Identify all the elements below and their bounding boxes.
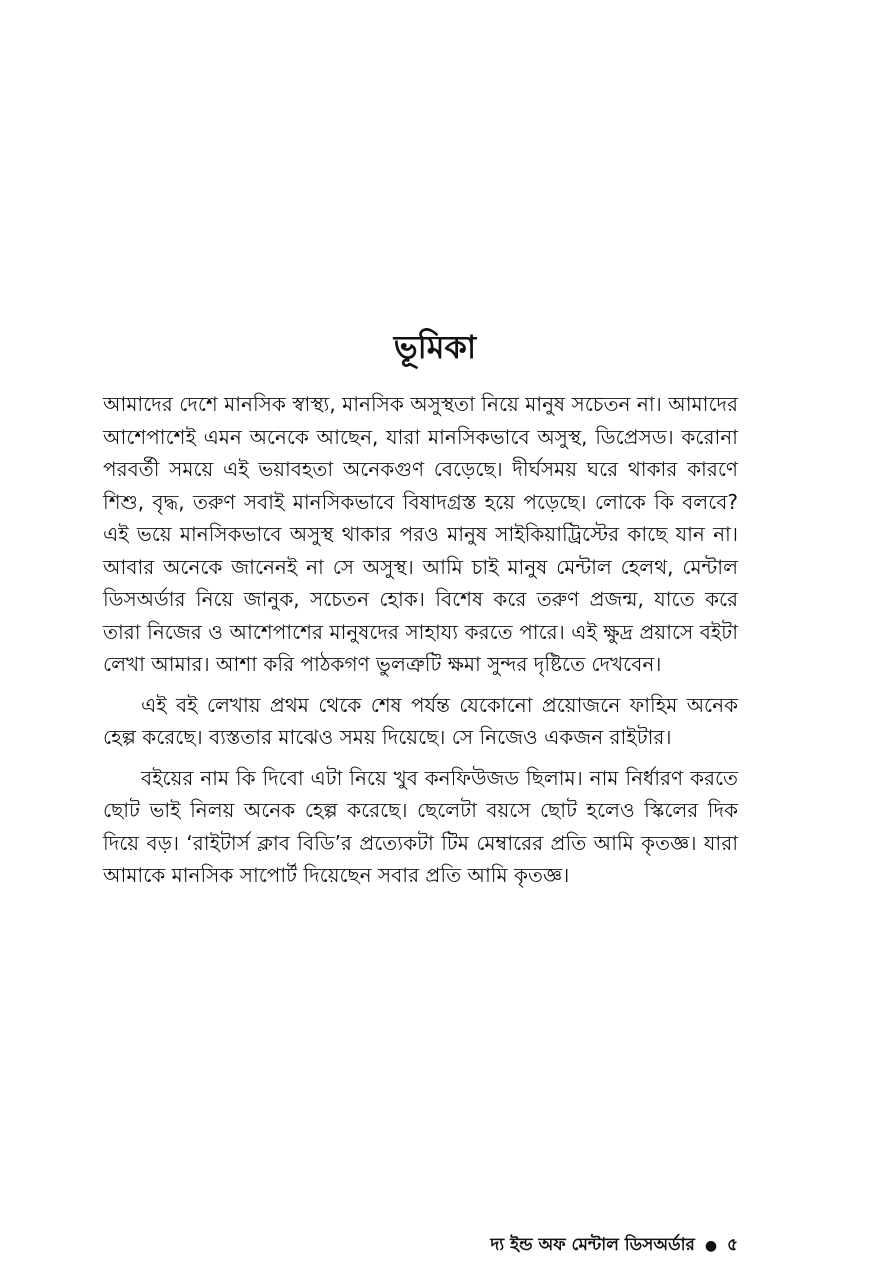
paragraph-1: আমাদের দেশে মানসিক স্বাস্থ্য, মানসিক অসুস্থতা নিয়ে মানুষ সচেতন না। আমাদের আশেপাশেই এমন অনেকে আছেন, যারা মানসিকভাবে অসুস্থ, ডিপ্রেসড। করোনা পরবর্তী সময়ে এই ভয়াবহতা অনেকগুণ বেড়েছে। দীর্ঘসময় ঘরে থাকার কারণে শিশু, বৃদ্ধ, তরুণ সবাই মানসিকভাবে বিষাদগ্রস্ত হয়ে পড়েছে। লোকে কি বলবে? এই ভয়ে মানসিকভাবে অসুস্থ থাকার পরও মানুষ সাইকিয়াট্রিস্টের কাছে যান না। আবার অনেকে জানেনই না সে অসুস্থ। আমি চাই মানুষ মেন্টাল হেলথ, মেন্টাল ডিসঅর্ডার নিয়ে জানুক, সচেতন হোক। বিশেষ করে তরুণ প্রজন্ম, যাতে করে তারা নিজের ও আশেপাশের মানুষদের সাহায্য করতে পারে। এই ক্ষুদ্র প্রয়াসে বইটা লেখা আমার। আশা করি পাঠকগণ ভুলত্রুটি ক্ষমা সুন্দর দৃষ্টিতে দেখবেন।	[103, 392, 738, 676]
page-number: ৫	[726, 1235, 738, 1255]
footer-book-title: দ্য ইন্ড অফ মেন্টাল ডিসঅর্ডার	[490, 1235, 695, 1255]
running-footer	[490, 1232, 738, 1260]
paragraph-2: এই বই লেখায় প্রথম থেকে শেষ পর্যন্ত যেকোনো প্রয়োজনে ফাহিম অনেক হেল্প করেছে। ব্যস্ততার মাঝেও সময় দিয়েছে। সে নিজেও একজন রাইটার।	[103, 692, 738, 749]
bullet-icon: ●	[704, 1238, 718, 1254]
body-text	[103, 388, 738, 900]
page-title: ভূমিকা	[393, 328, 477, 366]
paragraph-3: বইয়ের নাম কি দিবো এটা নিয়ে খুব কনফিউজড ছিলাম। নাম নির্ধারণ করতে ছোট ভাই নিলয় অনেক হেল্প করেছে। ছেলেটা বয়সে ছোট হলেও স্কিলের দিক দিয়ে বড়। ‘রাইটার্স ক্লাব বিডি’র প্রত্যেকটা টিম মেম্বারের প্রতি আমি কৃতজ্ঞ। যারা আমাকে মানসিক সাপোর্ট দিয়েছেন সবার প্রতি আমি কৃতজ্ঞ।	[103, 765, 738, 887]
